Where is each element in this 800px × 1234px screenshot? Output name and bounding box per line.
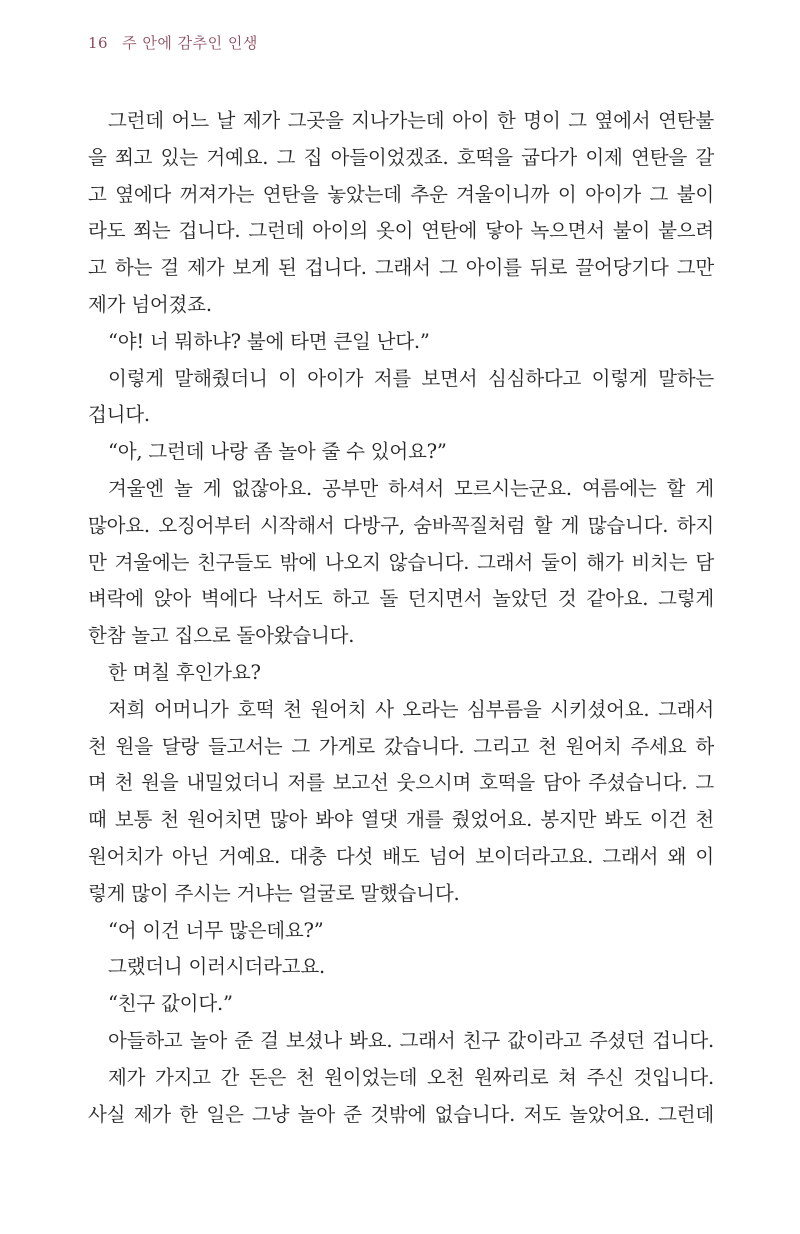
text-line: 겨울엔 놀 게 없잖아요. 공부만 하셔서 모르시는군요. 여름에는 할 게 (108, 476, 714, 500)
text-line: 겁니다. (88, 403, 150, 427)
text-line: 때 보통 천 원어치면 많아 봐야 열댓 개를 줬었어요. 봉지만 봐도 이건 천 (88, 808, 714, 832)
running-head (88, 32, 258, 53)
text-line: 한 며칠 후인가요? (108, 660, 261, 684)
text-line: 제가 넘어졌죠. (88, 292, 212, 316)
text-line: 저희 어머니가 호떡 천 원어치 사 오라는 심부름을 시키셨어요. 그래서 (108, 697, 714, 721)
text-line: “아, 그런데 나랑 좀 놀아 줄 수 있어요?” (108, 440, 447, 464)
text-line: 제가 가지고 간 돈은 천 원이었는데 오천 원짜리로 쳐 주신 것입니다. (108, 1065, 714, 1089)
text-line: 고 옆에다 꺼져가는 연탄을 놓았는데 추운 겨울이니까 이 아이가 그 불이 (88, 182, 714, 206)
text-line: 천 원을 달랑 들고서는 그 가게로 갔습니다. 그리고 천 원어치 주세요 하 (88, 734, 714, 758)
text-line: 한참 놀고 집으로 돌아왔습니다. (88, 624, 355, 648)
text-line: 만 겨울에는 친구들도 밖에 나오지 않습니다. 그래서 둘이 해가 비치는 담 (88, 550, 714, 574)
text-line: 그랬더니 이러시더라고요. (108, 955, 326, 979)
text-line: 아들하고 놀아 준 걸 보셨나 봐요. 그래서 친구 값이라고 주셨던 겁니다. (108, 1028, 714, 1052)
text-line: 을 쬐고 있는 거예요. 그 집 아들이었겠죠. 호떡을 굽다가 이제 연탄을 갈 (88, 145, 714, 169)
text-line: 그런데 어느 날 제가 그곳을 지나가는데 아이 한 명이 그 옆에서 연탄불 (108, 109, 714, 132)
text-line: “어 이건 너무 많은데요?” (108, 918, 324, 942)
book-title: 주 안에 감추인 인생 (122, 34, 258, 52)
text-line: 많아요. 오징어부터 시작해서 다방구, 숨바꼭질처럼 할 게 많습니다. 하지 (88, 513, 714, 537)
text-line: 벼락에 앉아 벽에다 낙서도 하고 돌 던지면서 놀았던 것 같아요. 그렇게 (88, 587, 714, 611)
body-text (88, 103, 714, 1133)
text-line: “친구 값이다.” (108, 992, 233, 1016)
text-line: 며 천 원을 내밀었더니 저를 보고선 웃으시며 호떡을 담아 주셨습니다. 그 (88, 771, 714, 795)
page-number: 16 (88, 34, 109, 52)
text-line: 원어치가 아닌 거예요. 대충 다섯 배도 넘어 보이더라고요. 그래서 왜 이 (88, 844, 714, 868)
text-line: 고 하는 걸 제가 보게 된 겁니다. 그래서 그 아이를 뒤로 끌어당기다 그만 (88, 256, 714, 280)
text-line: 라도 쬐는 겁니다. 그런데 아이의 옷이 연탄에 닿아 녹으면서 불이 붙으려 (88, 219, 714, 243)
text-line: 이렇게 말해줬더니 이 아이가 저를 보면서 심심하다고 이렇게 말하는 (108, 366, 714, 390)
text-line: 사실 제가 한 일은 그냥 놀아 준 것밖에 없습니다. 저도 놀았어요. 그런데 (88, 1102, 714, 1126)
text-line: “야! 너 뭐하냐? 불에 타면 큰일 난다.” (108, 329, 430, 353)
text-line: 렇게 많이 주시는 거냐는 얼굴로 말했습니다. (88, 881, 460, 905)
